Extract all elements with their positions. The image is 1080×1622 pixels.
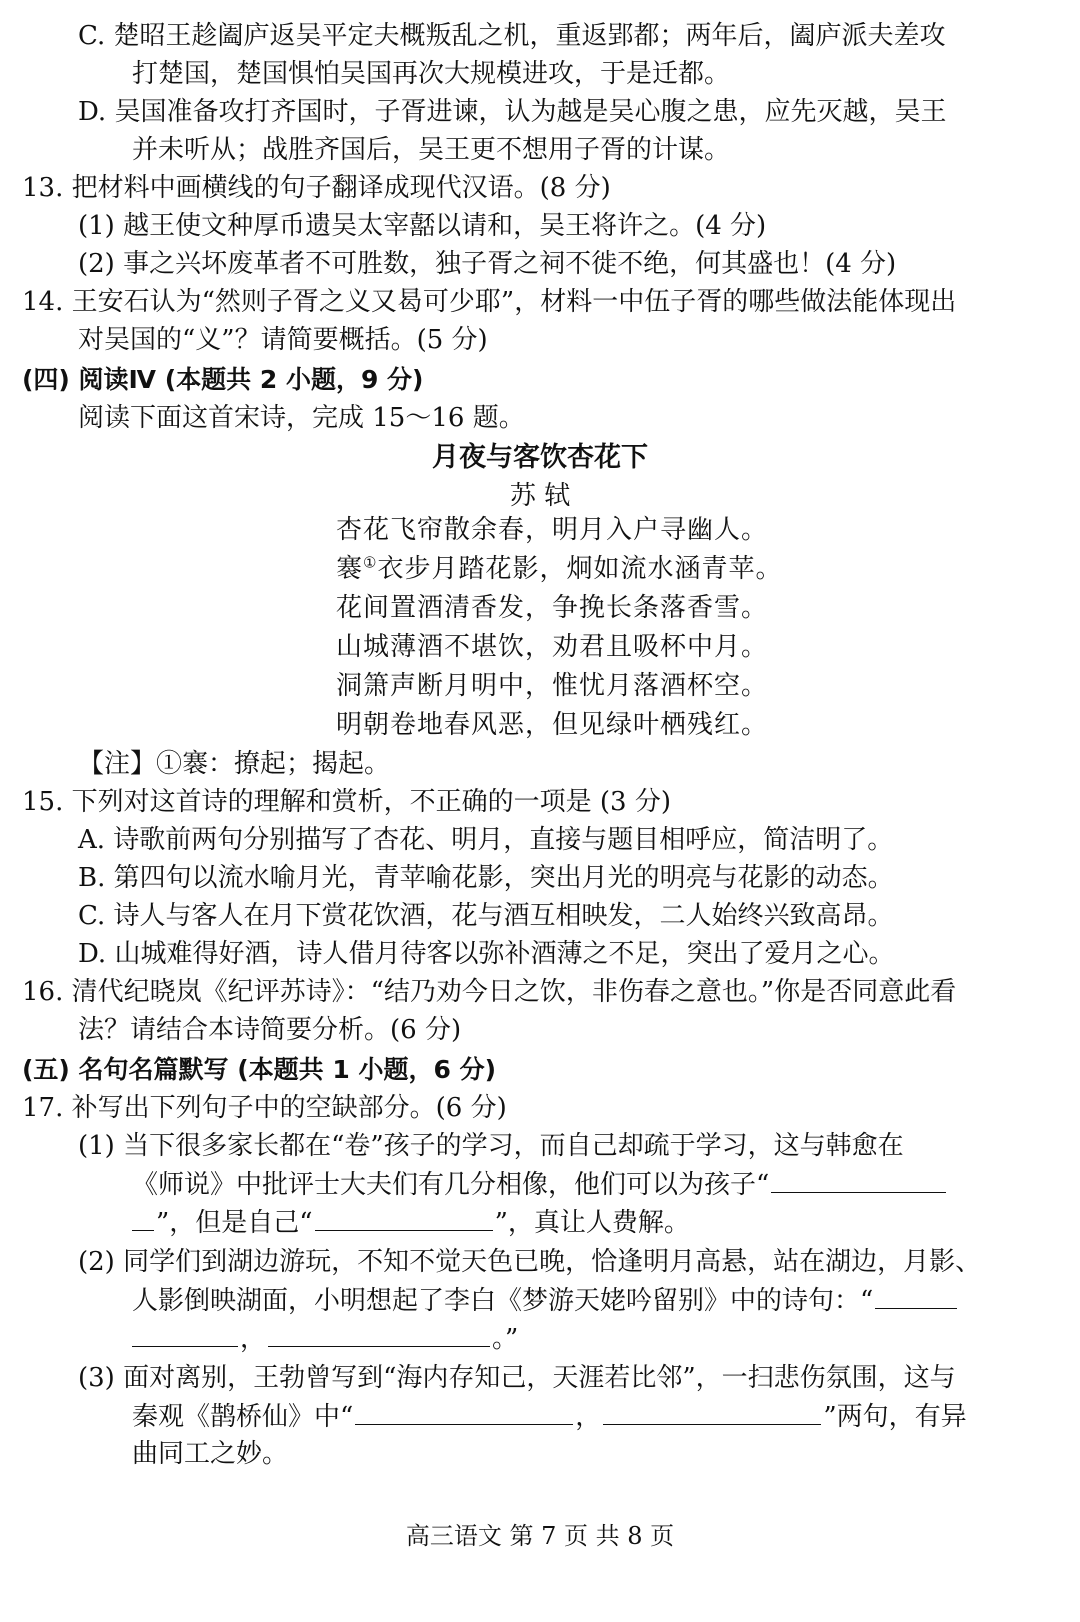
- q14-line2: 对吴国的“义”？请简要概括。(5 分): [78, 325, 488, 355]
- q17-s2-text: 人影倒映湖面，小明想起了李白《梦游天姥吟留别》中的诗句：“: [132, 1286, 874, 1316]
- q17-s1-line1: (1) 当下很多家长都在“卷”孩子的学习，而自己却疏于学习，这与韩愈在: [78, 1131, 904, 1161]
- poem-line-2: [336, 553, 782, 585]
- answer-blank-1b[interactable]: [315, 1206, 493, 1231]
- q17-s3-comma: ，: [575, 1402, 602, 1432]
- q17-s2-text-end: 。”: [492, 1324, 519, 1354]
- poem-line-4: 山城薄酒不堪饮，劝君且吸杯中月。: [336, 632, 769, 662]
- q16-line1: 16. 清代纪晓岚《纪评苏诗》：“结乃劝今日之饮，非伤春之意也。”你是否同意此看: [22, 977, 957, 1007]
- q17-s2-line3: [132, 1322, 518, 1355]
- q12-option-d-cont: 并未听从；战胜齐国后，吴王更不想用子胥的计谋。: [132, 135, 731, 165]
- q17-s2-line2: [132, 1284, 959, 1317]
- section5-heading: (五) 名句名篇默写 (本题共 1 小题，6 分): [22, 1055, 497, 1084]
- q14-line1: 14. 王安石认为“然则子胥之义又曷可少耶”，材料一中伍子胥的哪些做法能体现出: [22, 287, 957, 317]
- q13-sub1: (1) 越王使文种厚币遗吴太宰嚭以请和，吴王将许之。(4 分): [78, 211, 767, 241]
- q17-s1-line3: [132, 1206, 690, 1239]
- q15-stem: 15. 下列对这首诗的理解和赏析，不正确的一项是 (3 分): [22, 787, 671, 817]
- q16-line2: 法？请结合本诗简要分析。(6 分): [78, 1015, 462, 1045]
- q17-s1-text-mid: ”，但是自己“: [156, 1208, 313, 1238]
- answer-blank-1a-cont[interactable]: [132, 1206, 154, 1231]
- poem-title: 月夜与客饮杏花下: [432, 442, 648, 473]
- q17-stem: 17. 补写出下列句子中的空缺部分。(6 分): [22, 1093, 507, 1123]
- poem-line-5: 洞箫声断月明中，惟忧月落酒杯空。: [336, 671, 769, 701]
- q13-stem: 13. 把材料中画横线的句子翻译成现代汉语。(8 分): [22, 173, 611, 203]
- answer-blank-2a-cont[interactable]: [132, 1322, 238, 1347]
- q17-s1-text: 《师说》中批评士大夫们有几分相像，他们可以为孩子“: [132, 1170, 770, 1200]
- poem-line-6: 明朝卷地春风恶，但见绿叶栖残红。: [336, 710, 769, 740]
- poem-line-2-start: 褰: [336, 554, 364, 584]
- poem-author: 苏 轼: [509, 481, 571, 511]
- q17-s1-text-end: ”，真让人费解。: [494, 1208, 690, 1238]
- poem-line-2-rest: 衣步月踏花影，炯如流水涵青苹。: [377, 554, 783, 584]
- q17-s3-text: 秦观《鹊桥仙》中“: [132, 1402, 354, 1432]
- q15-option-d: D. 山城难得好酒，诗人借月待客以弥补酒薄之不足，突出了爱月之心。: [78, 939, 895, 969]
- q15-option-a: A. 诗歌前两句分别描写了杏花、明月，直接与题目相呼应，简洁明了。: [78, 825, 894, 855]
- q15-option-b: B. 第四句以流水喻月光，青苹喻花影，突出月光的明亮与花影的动态。: [78, 863, 894, 893]
- answer-blank-1a[interactable]: [771, 1168, 946, 1193]
- q17-s2-line1: (2) 同学们到湖边游玩，不知不觉天色已晚，恰逢明月高悬，站在湖边，月影、: [78, 1247, 982, 1277]
- answer-blank-2a[interactable]: [875, 1284, 957, 1309]
- q15-option-c: C. 诗人与客人在月下赏花饮酒，花与酒互相映发，二人始终兴致高昂。: [78, 901, 894, 931]
- q12-option-c: C. 楚昭王趁阖庐返吴平定夫概叛乱之机，重返郢都；两年后，阖庐派夫差攻: [78, 21, 946, 51]
- q17-s3-text-end: ”两句，有异: [823, 1402, 967, 1432]
- answer-blank-3a[interactable]: [355, 1400, 573, 1425]
- answer-blank-2b[interactable]: [268, 1322, 490, 1347]
- poem-line-3: 花间置酒清香发，争挽长条落香雪。: [336, 593, 769, 623]
- q13-sub2: (2) 事之兴坏废革者不可胜数，独子胥之祠不徙不绝，何其盛也！(4 分): [78, 249, 897, 279]
- q12-option-d: D. 吴国准备攻打齐国时，子胥进谏，认为越是吴心腹之患，应先灭越，吴王: [78, 97, 947, 127]
- poem-note: 【注】①褰：撩起；揭起。: [78, 749, 391, 779]
- section4-intro: 阅读下面这首宋诗，完成 15～16 题。: [78, 403, 525, 433]
- section4-heading: (四) 阅读Ⅳ (本题共 2 小题，9 分): [22, 365, 424, 394]
- q17-s1-line2: [132, 1168, 948, 1201]
- footnote-marker: ①: [363, 553, 378, 572]
- q17-s3-line2: [132, 1400, 967, 1433]
- poem-line-1: 杏花飞帘散余春，明月入户寻幽人。: [336, 515, 769, 545]
- answer-blank-3b[interactable]: [603, 1400, 821, 1425]
- q17-s3-line1: (3) 面对离别，王勃曾写到“海内存知己，天涯若比邻”，一扫悲伤氛围，这与: [78, 1363, 956, 1393]
- q12-option-c-cont: 打楚国，楚国惧怕吴国再次大规模进攻，于是迁都。: [132, 59, 731, 89]
- q17-s2-comma: ，: [240, 1324, 267, 1354]
- page-footer: 高三语文 第 7 页 共 8 页: [405, 1522, 675, 1550]
- q17-s3-line3: 曲同工之妙。: [132, 1439, 289, 1469]
